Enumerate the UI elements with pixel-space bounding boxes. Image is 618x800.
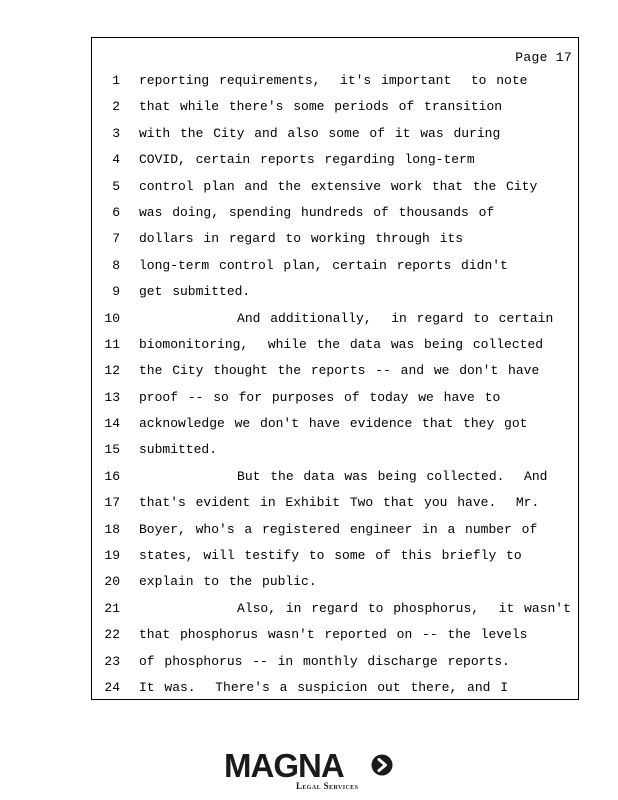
transcript-line [92, 178, 578, 204]
transcript-line [92, 98, 578, 124]
transcript-line [92, 679, 578, 705]
line-text: with the City and also some of it was during [139, 125, 501, 141]
line-number: 18 [104, 521, 120, 537]
circle-arrow-right-icon [371, 754, 393, 776]
line-number: 2 [112, 99, 120, 115]
line-text: acknowledge we don't have evidence that they got [139, 416, 528, 432]
line-text: But the data was being collected. And [139, 468, 548, 484]
line-text: Also, in regard to phosphorus, it wasn't [139, 600, 571, 616]
line-text: was doing, spending hundreds of thousands of [139, 204, 495, 220]
line-text: explain to the public. [139, 574, 317, 590]
line-number: 5 [112, 178, 120, 194]
transcript-line [92, 283, 578, 309]
transcript-line [92, 626, 578, 652]
line-number: 20 [104, 574, 120, 590]
transcript-line [92, 653, 578, 679]
transcript-line [92, 72, 578, 98]
transcript-line [92, 151, 578, 177]
line-number: 13 [104, 389, 120, 405]
transcript-line [92, 230, 578, 256]
transcript-line [92, 600, 578, 626]
line-number: 16 [104, 468, 120, 484]
line-number: 3 [112, 125, 120, 141]
transcript-line [92, 573, 578, 599]
transcript-line [92, 362, 578, 388]
logo-wordmark: MAGNA [224, 747, 344, 784]
line-text: Boyer, who's a registered engineer in a number of [139, 521, 538, 537]
transcript-line [92, 468, 578, 494]
transcript-line [92, 441, 578, 467]
line-number: 7 [112, 231, 120, 247]
transcript-lines [92, 72, 578, 705]
transcript-line [92, 389, 578, 415]
line-number: 1 [112, 73, 120, 88]
line-text: control plan and the extensive work that the City [139, 178, 538, 194]
line-text: states, will testify to some of this briefly to [139, 548, 522, 564]
line-number: 12 [104, 363, 120, 379]
line-number: 19 [104, 548, 120, 564]
transcript-page [91, 37, 579, 700]
page-number: Page 17 [515, 50, 572, 65]
transcript-line [92, 204, 578, 230]
line-text: And additionally, in regard to certain [139, 310, 554, 326]
line-text: submitted. [139, 442, 218, 458]
line-text: reporting requirements, it's important to note [139, 73, 528, 88]
line-number: 21 [104, 600, 120, 616]
line-text: proof -- so for purposes of today we have to [139, 389, 501, 405]
line-number: 23 [104, 653, 120, 669]
line-text: dollars in regard to working through its [139, 231, 464, 247]
line-number: 24 [104, 679, 120, 695]
line-number: 15 [104, 442, 120, 458]
transcript-line [92, 547, 578, 573]
line-number: 10 [104, 310, 120, 326]
line-text: It was. There's a suspicion out there, and I [139, 679, 509, 695]
line-text: get submitted. [139, 284, 251, 300]
line-text: that phosphorus wasn't reported on -- the levels [139, 627, 528, 643]
line-number: 11 [104, 336, 120, 352]
transcript-line [92, 494, 578, 520]
line-text: biomonitoring, while the data was being collected [139, 336, 544, 352]
line-number: 22 [104, 627, 120, 643]
line-text: long-term control plan, certain reports didn't [139, 257, 508, 273]
transcript-line [92, 257, 578, 283]
line-text: that while there's some periods of transition [139, 99, 503, 115]
line-text: that's evident in Exhibit Two that you have. Mr. [139, 495, 540, 511]
line-number: 9 [112, 284, 120, 300]
line-text: the City thought the reports -- and we don't have [139, 363, 540, 379]
magna-logo [224, 748, 396, 794]
transcript-line [92, 521, 578, 547]
line-number: 8 [112, 257, 120, 273]
line-number: 6 [112, 204, 120, 220]
line-number: 17 [104, 495, 120, 511]
logo-subtitle: Legal Services [296, 781, 359, 791]
line-text: of phosphorus -- in monthly discharge reports. [139, 653, 510, 669]
transcript-line [92, 310, 578, 336]
line-number: 14 [104, 416, 120, 432]
transcript-line [92, 336, 578, 362]
transcript-line [92, 125, 578, 151]
transcript-line [92, 415, 578, 441]
line-number: 4 [112, 152, 120, 168]
line-text: COVID, certain reports regarding long-term [139, 152, 475, 168]
